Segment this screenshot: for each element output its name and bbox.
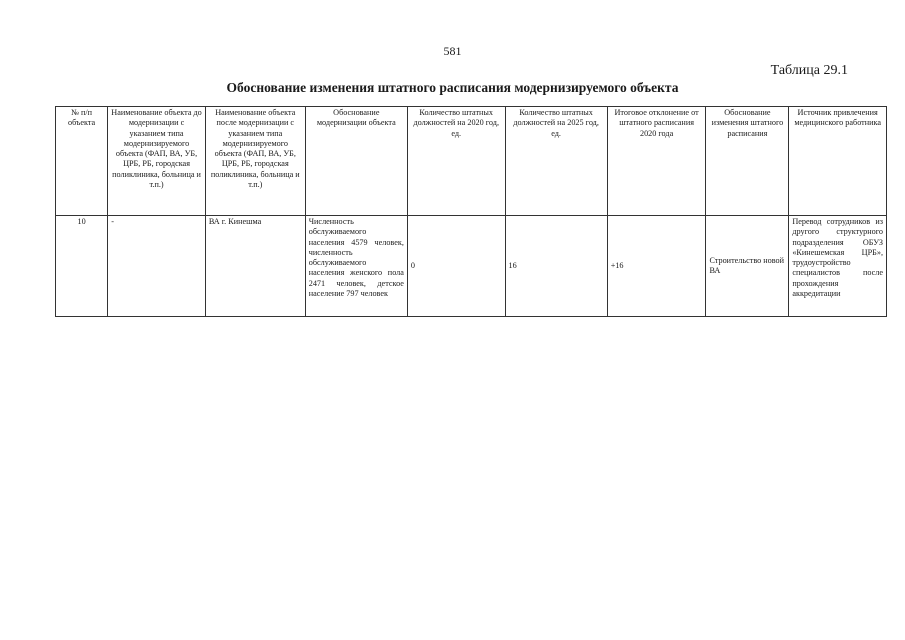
cell-staff-2020: 0 xyxy=(407,216,505,317)
cell-object-number: 10 xyxy=(56,216,108,317)
header-staff-2020: Количество штатных должностей на 2020 год, ед. xyxy=(407,107,505,216)
table-label: Таблица 29.1 xyxy=(770,63,848,78)
header-change-reason: Обоснование изменения штатного расписания xyxy=(706,107,789,216)
page-number: 581 xyxy=(443,44,462,58)
staffing-table xyxy=(55,106,887,317)
header-modernization-justification: Обоснование модернизации объекта xyxy=(305,107,407,216)
document-title: Обоснование изменения штатного расписания модернизируемого объекта xyxy=(226,80,679,95)
cell-staff-source: Перевод сотрудников из другого структурного подразделения ОБУЗ «Кинешемская ЦРБ», трудоустройство специалистов после прохождения аккредитации xyxy=(789,216,887,317)
cell-deviation: +16 xyxy=(607,216,706,317)
table-row xyxy=(56,216,887,317)
header-object-after: Наименование объекта после модернизации с указанием типа модернизируемого объекта (ФАП, ВА, УБ, ЦРБ, РБ, городская поликлиника, больница и т.п.) xyxy=(205,107,305,216)
header-staff-source: Источник привлечения медицинского работника xyxy=(789,107,887,216)
header-object-number: № п/п объекта xyxy=(56,107,108,216)
header-object-before: Наименование объекта до модернизации с указанием типа модернизируемого объекта (ФАП, ВА, УБ, ЦРБ, РБ, городская поликлиника, больница и т.п.) xyxy=(108,107,206,216)
cell-staff-2025: 16 xyxy=(505,216,607,317)
header-deviation: Итоговое отклонение от штатного расписания 2020 года xyxy=(607,107,706,216)
cell-object-before: - xyxy=(108,216,206,317)
table-header-row xyxy=(56,107,887,216)
cell-change-reason: Строительство новой ВА xyxy=(706,216,789,317)
cell-modernization-justification: Численность обслуживаемого населения 4579 человек, численность обслуживаемого населения женского пола 2471 человек, детское население 797 человек xyxy=(305,216,407,317)
cell-object-after: ВА г. Кинешма xyxy=(205,216,305,317)
header-staff-2025: Количество штатных должностей на 2025 год, ед. xyxy=(505,107,607,216)
